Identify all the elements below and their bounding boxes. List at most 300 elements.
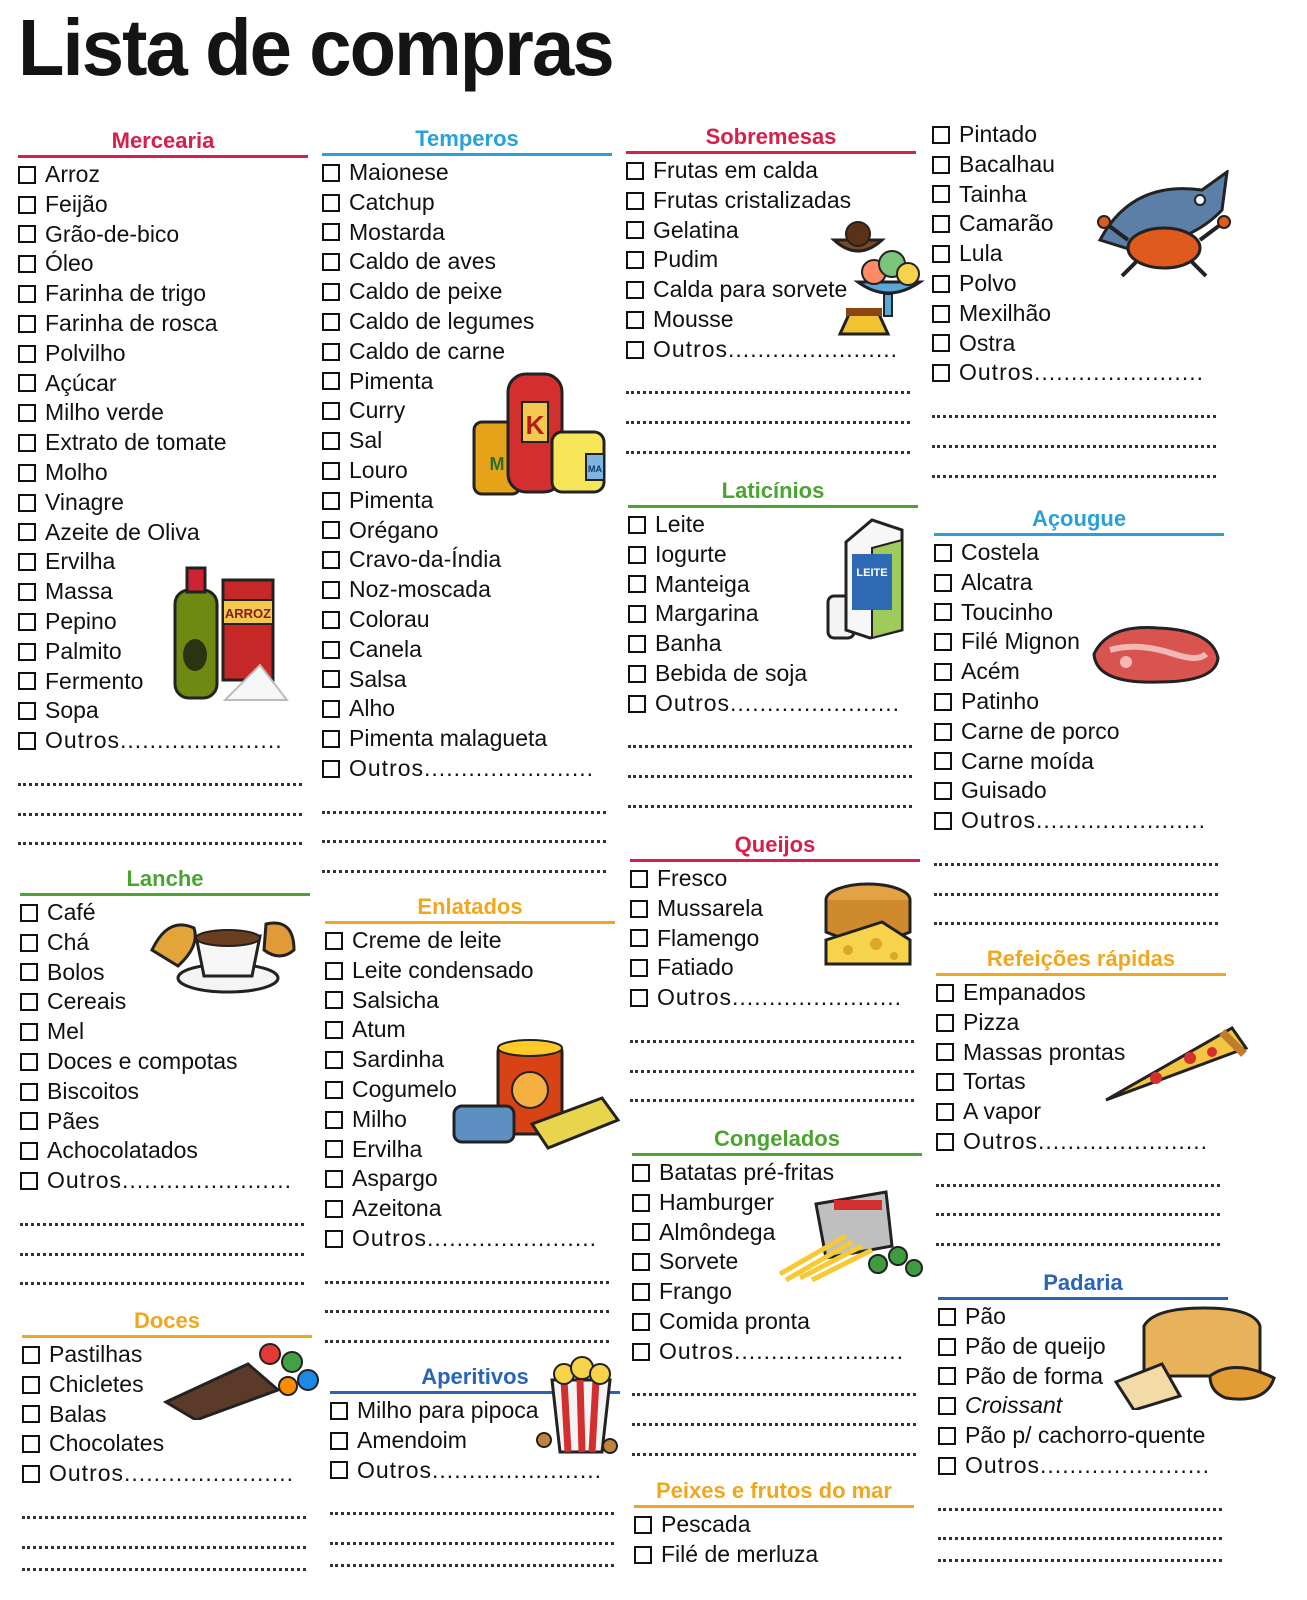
blank-line[interactable] <box>330 1485 614 1515</box>
list-item[interactable]: Outros....................... <box>932 358 1222 388</box>
checkbox[interactable] <box>934 782 952 800</box>
checkbox[interactable] <box>632 1194 650 1212</box>
checkbox[interactable] <box>322 730 340 748</box>
checkbox[interactable] <box>322 194 340 212</box>
blank-line[interactable] <box>20 1226 304 1256</box>
checkbox[interactable] <box>22 1435 40 1453</box>
list-item[interactable]: Catchup <box>322 188 612 218</box>
list-item[interactable]: Arroz <box>18 160 308 190</box>
checkbox[interactable] <box>18 374 36 392</box>
blank-line[interactable] <box>22 1489 306 1519</box>
checkbox[interactable] <box>936 1043 954 1061</box>
checkbox[interactable] <box>632 1223 650 1241</box>
list-item[interactable]: Calda para sorvete <box>626 275 916 305</box>
checkbox[interactable] <box>325 1200 343 1218</box>
checkbox[interactable] <box>22 1346 40 1364</box>
list-item[interactable]: Margarina <box>628 599 918 629</box>
checkbox[interactable] <box>18 464 36 482</box>
checkbox[interactable] <box>325 991 343 1009</box>
list-item[interactable]: Açúcar <box>18 369 308 399</box>
checkbox[interactable] <box>934 752 952 770</box>
checkbox[interactable] <box>626 311 644 329</box>
list-item[interactable]: Creme de leite <box>325 926 615 956</box>
blank-line[interactable] <box>322 814 606 844</box>
checkbox[interactable] <box>322 521 340 539</box>
list-item[interactable]: Noz-moscada <box>322 575 612 605</box>
list-item[interactable]: Curry <box>322 396 612 426</box>
checkbox[interactable] <box>938 1367 956 1385</box>
checkbox[interactable] <box>322 223 340 241</box>
checkbox[interactable] <box>322 611 340 629</box>
checkbox[interactable] <box>938 1308 956 1326</box>
list-item[interactable]: Vinagre <box>18 488 308 518</box>
list-item[interactable]: Massas prontas <box>936 1038 1226 1068</box>
list-item[interactable]: Fermento <box>18 667 308 697</box>
list-item[interactable]: Carne de porco <box>934 717 1224 747</box>
list-item[interactable]: Bebida de soja <box>628 659 918 689</box>
blank-line[interactable] <box>626 394 910 424</box>
list-item[interactable]: Extrato de tomate <box>18 428 308 458</box>
checkbox[interactable] <box>22 1465 40 1483</box>
list-item[interactable]: Banha <box>628 629 918 659</box>
blank-line[interactable] <box>628 778 912 808</box>
checkbox[interactable] <box>322 313 340 331</box>
list-item[interactable]: Colorau <box>322 605 612 635</box>
list-item[interactable]: Pepino <box>18 607 308 637</box>
checkbox[interactable] <box>628 695 646 713</box>
blank-line[interactable] <box>322 784 606 814</box>
list-item[interactable]: Maionese <box>322 158 612 188</box>
checkbox[interactable] <box>325 932 343 950</box>
checkbox[interactable] <box>18 255 36 273</box>
list-item[interactable]: Outros....................... <box>938 1451 1228 1481</box>
list-item[interactable]: Leite condensado <box>325 956 615 986</box>
list-item[interactable]: Camarão <box>932 209 1222 239</box>
list-item[interactable]: Salsa <box>322 665 612 695</box>
blank-line[interactable] <box>938 1511 1222 1541</box>
list-item[interactable]: Comida pronta <box>632 1307 922 1337</box>
checkbox[interactable] <box>322 760 340 778</box>
list-item[interactable]: Caldo de carne <box>322 337 612 367</box>
list-item[interactable]: Chocolates <box>22 1429 312 1459</box>
list-item[interactable]: Outros....................... <box>330 1456 620 1486</box>
blank-line[interactable] <box>936 1187 1220 1217</box>
blank-line[interactable] <box>325 1313 609 1343</box>
checkbox[interactable] <box>20 1053 38 1071</box>
checkbox[interactable] <box>936 1103 954 1121</box>
list-item[interactable]: Guisado <box>934 776 1224 806</box>
list-item[interactable]: Fresco <box>630 864 920 894</box>
checkbox[interactable] <box>18 315 36 333</box>
checkbox[interactable] <box>626 192 644 210</box>
list-item[interactable]: Mussarela <box>630 894 920 924</box>
list-item[interactable]: Pintado <box>932 120 1222 150</box>
list-item[interactable]: A vapor <box>936 1097 1226 1127</box>
checkbox[interactable] <box>322 581 340 599</box>
list-item[interactable]: Ostra <box>932 329 1222 359</box>
list-item[interactable]: Ervilha <box>18 547 308 577</box>
blank-line[interactable] <box>932 388 1216 418</box>
blank-line[interactable] <box>20 1256 304 1286</box>
list-item[interactable]: Bolos <box>20 958 310 988</box>
list-item[interactable]: Frango <box>632 1277 922 1307</box>
blank-line[interactable] <box>934 896 1218 926</box>
checkbox[interactable] <box>20 904 38 922</box>
list-item[interactable]: Sal <box>322 426 612 456</box>
checkbox[interactable] <box>626 341 644 359</box>
list-item[interactable]: Pimenta <box>322 486 612 516</box>
checkbox[interactable] <box>932 245 950 263</box>
list-item[interactable]: Outros....................... <box>20 1166 310 1196</box>
list-item[interactable]: Amendoim <box>330 1426 620 1456</box>
list-item[interactable]: Carne moída <box>934 747 1224 777</box>
list-item[interactable]: Pão <box>938 1302 1228 1332</box>
checkbox[interactable] <box>634 1546 652 1564</box>
blank-line[interactable] <box>22 1549 306 1571</box>
list-item[interactable]: Patinho <box>934 687 1224 717</box>
list-item[interactable]: Farinha de trigo <box>18 279 308 309</box>
checkbox[interactable] <box>628 516 646 534</box>
checkbox[interactable] <box>20 1023 38 1041</box>
list-item[interactable]: Outros....................... <box>325 1224 615 1254</box>
list-item[interactable]: Louro <box>322 456 612 486</box>
blank-line[interactable] <box>632 1367 916 1397</box>
checkbox[interactable] <box>330 1402 348 1420</box>
blank-line[interactable] <box>628 719 912 749</box>
checkbox[interactable] <box>330 1461 348 1479</box>
checkbox[interactable] <box>934 663 952 681</box>
checkbox[interactable] <box>626 281 644 299</box>
list-item[interactable]: Sorvete <box>632 1247 922 1277</box>
list-item[interactable]: Milho <box>325 1105 615 1135</box>
checkbox[interactable] <box>22 1405 40 1423</box>
blank-line[interactable] <box>932 448 1216 478</box>
list-item[interactable]: Manteiga <box>628 570 918 600</box>
checkbox[interactable] <box>330 1432 348 1450</box>
checkbox[interactable] <box>322 372 340 390</box>
checkbox[interactable] <box>322 253 340 271</box>
blank-line[interactable] <box>20 1196 304 1226</box>
blank-line[interactable] <box>628 748 912 778</box>
list-item[interactable]: Feijão <box>18 190 308 220</box>
blank-line[interactable] <box>18 816 302 846</box>
checkbox[interactable] <box>18 285 36 303</box>
blank-line[interactable] <box>18 786 302 816</box>
checkbox[interactable] <box>325 962 343 980</box>
checkbox[interactable] <box>18 523 36 541</box>
list-item[interactable]: Massa <box>18 577 308 607</box>
blank-line[interactable] <box>630 1013 914 1043</box>
checkbox[interactable] <box>932 334 950 352</box>
list-item[interactable]: Pão de queijo <box>938 1332 1228 1362</box>
blank-line[interactable] <box>325 1254 609 1284</box>
list-item[interactable]: Outros....................... <box>22 1459 312 1489</box>
checkbox[interactable] <box>630 959 648 977</box>
blank-line[interactable] <box>632 1426 916 1456</box>
checkbox[interactable] <box>936 1133 954 1151</box>
checkbox[interactable] <box>18 702 36 720</box>
blank-line[interactable] <box>934 866 1218 896</box>
list-item[interactable]: Outros....................... <box>936 1127 1226 1157</box>
checkbox[interactable] <box>322 283 340 301</box>
list-item[interactable]: Frutas cristalizadas <box>626 186 916 216</box>
checkbox[interactable] <box>934 544 952 562</box>
list-item[interactable]: Polvo <box>932 269 1222 299</box>
checkbox[interactable] <box>934 723 952 741</box>
list-item[interactable]: Polvilho <box>18 339 308 369</box>
list-item[interactable]: Ervilha <box>325 1135 615 1165</box>
list-item[interactable]: Cravo-da-Índia <box>322 545 612 575</box>
list-item[interactable]: Farinha de rosca <box>18 309 308 339</box>
checkbox[interactable] <box>322 551 340 569</box>
checkbox[interactable] <box>325 1081 343 1099</box>
list-item[interactable]: Cogumelo <box>325 1075 615 1105</box>
blank-line[interactable] <box>630 1043 914 1073</box>
checkbox[interactable] <box>632 1253 650 1271</box>
checkbox[interactable] <box>18 494 36 512</box>
blank-line[interactable] <box>325 1284 609 1314</box>
list-item[interactable]: Pão p/ cachorro-quente <box>938 1421 1228 1451</box>
checkbox[interactable] <box>18 613 36 631</box>
list-item[interactable]: Fatiado <box>630 953 920 983</box>
list-item[interactable]: Outros....................... <box>630 983 920 1013</box>
list-item[interactable]: Sopa <box>18 696 308 726</box>
checkbox[interactable] <box>634 1516 652 1534</box>
list-item[interactable]: Tainha <box>932 180 1222 210</box>
blank-line[interactable] <box>626 365 910 395</box>
checkbox[interactable] <box>932 156 950 174</box>
list-item[interactable]: Empanados <box>936 978 1226 1008</box>
list-item[interactable]: Pudim <box>626 245 916 275</box>
checkbox[interactable] <box>628 575 646 593</box>
checkbox[interactable] <box>626 221 644 239</box>
list-item[interactable]: Chicletes <box>22 1370 312 1400</box>
list-item[interactable]: Canela <box>322 635 612 665</box>
list-item[interactable]: Palmito <box>18 637 308 667</box>
list-item[interactable]: Costela <box>934 538 1224 568</box>
list-item[interactable]: Mexilhão <box>932 299 1222 329</box>
list-item[interactable]: Bacalhau <box>932 150 1222 180</box>
checkbox[interactable] <box>18 732 36 750</box>
checkbox[interactable] <box>630 989 648 1007</box>
checkbox[interactable] <box>322 700 340 718</box>
list-item[interactable]: Pescada <box>634 1510 914 1540</box>
list-item[interactable]: Frutas em calda <box>626 156 916 186</box>
list-item[interactable]: Pimenta malagueta <box>322 724 612 754</box>
checkbox[interactable] <box>630 900 648 918</box>
checkbox[interactable] <box>630 929 648 947</box>
blank-line[interactable] <box>330 1545 614 1567</box>
checkbox[interactable] <box>932 215 950 233</box>
checkbox[interactable] <box>18 583 36 601</box>
checkbox[interactable] <box>934 603 952 621</box>
list-item[interactable]: Pastilhas <box>22 1340 312 1370</box>
checkbox[interactable] <box>628 605 646 623</box>
list-item[interactable]: Almôndega <box>632 1218 922 1248</box>
blank-line[interactable] <box>632 1396 916 1426</box>
blank-line[interactable] <box>938 1540 1222 1562</box>
list-item[interactable]: Flamengo <box>630 924 920 954</box>
checkbox[interactable] <box>325 1230 343 1248</box>
checkbox[interactable] <box>934 633 952 651</box>
checkbox[interactable] <box>20 1112 38 1130</box>
checkbox[interactable] <box>20 1142 38 1160</box>
checkbox[interactable] <box>18 672 36 690</box>
checkbox[interactable] <box>20 963 38 981</box>
list-item[interactable]: Iogurte <box>628 540 918 570</box>
list-item[interactable]: Tortas <box>936 1067 1226 1097</box>
checkbox[interactable] <box>325 1051 343 1069</box>
list-item[interactable]: Pão de forma <box>938 1362 1228 1392</box>
checkbox[interactable] <box>628 635 646 653</box>
checkbox[interactable] <box>626 162 644 180</box>
checkbox[interactable] <box>20 1083 38 1101</box>
list-item[interactable]: Croissant <box>938 1391 1228 1421</box>
blank-line[interactable] <box>936 1216 1220 1246</box>
blank-line[interactable] <box>934 836 1218 866</box>
list-item[interactable]: Filé de merluza <box>634 1540 914 1570</box>
checkbox[interactable] <box>20 934 38 952</box>
list-item[interactable]: Sardinha <box>325 1045 615 1075</box>
checkbox[interactable] <box>325 1170 343 1188</box>
blank-line[interactable] <box>936 1157 1220 1187</box>
checkbox[interactable] <box>322 164 340 182</box>
list-item[interactable]: Achocolatados <box>20 1136 310 1166</box>
checkbox[interactable] <box>325 1111 343 1129</box>
list-item[interactable]: Milho para pipoca <box>330 1396 620 1426</box>
list-item[interactable]: Alcatra <box>934 568 1224 598</box>
blank-line[interactable] <box>932 418 1216 448</box>
checkbox[interactable] <box>325 1021 343 1039</box>
list-item[interactable]: Cereais <box>20 987 310 1017</box>
checkbox[interactable] <box>325 1140 343 1158</box>
list-item[interactable]: Alho <box>322 694 612 724</box>
list-item[interactable]: Pizza <box>936 1008 1226 1038</box>
list-item[interactable]: Gelatina <box>626 216 916 246</box>
list-item[interactable]: Chá <box>20 928 310 958</box>
list-item[interactable]: Acém <box>934 657 1224 687</box>
list-item[interactable]: Balas <box>22 1400 312 1430</box>
blank-line[interactable] <box>626 424 910 454</box>
list-item[interactable]: Outros....................... <box>626 335 916 365</box>
list-item[interactable]: Mostarda <box>322 218 612 248</box>
list-item[interactable]: Outros....................... <box>628 689 918 719</box>
checkbox[interactable] <box>322 402 340 420</box>
list-item[interactable]: Biscoitos <box>20 1077 310 1107</box>
list-item[interactable]: Grão-de-bico <box>18 220 308 250</box>
list-item[interactable]: Pimenta <box>322 367 612 397</box>
checkbox[interactable] <box>938 1338 956 1356</box>
list-item[interactable]: Mousse <box>626 305 916 335</box>
checkbox[interactable] <box>936 1073 954 1091</box>
checkbox[interactable] <box>322 492 340 510</box>
blank-line[interactable] <box>18 756 302 786</box>
checkbox[interactable] <box>322 343 340 361</box>
checkbox[interactable] <box>938 1427 956 1445</box>
checkbox[interactable] <box>18 553 36 571</box>
checkbox[interactable] <box>18 166 36 184</box>
checkbox[interactable] <box>932 364 950 382</box>
checkbox[interactable] <box>322 670 340 688</box>
checkbox[interactable] <box>630 870 648 888</box>
list-item[interactable]: Batatas pré-fritas <box>632 1158 922 1188</box>
list-item[interactable]: Outros....................... <box>934 806 1224 836</box>
list-item[interactable]: Caldo de peixe <box>322 277 612 307</box>
checkbox[interactable] <box>322 641 340 659</box>
list-item[interactable]: Atum <box>325 1015 615 1045</box>
checkbox[interactable] <box>934 574 952 592</box>
checkbox[interactable] <box>322 432 340 450</box>
blank-line[interactable] <box>22 1519 306 1549</box>
checkbox[interactable] <box>20 1172 38 1190</box>
list-item[interactable]: Doces e compotas <box>20 1047 310 1077</box>
list-item[interactable]: Pães <box>20 1107 310 1137</box>
list-item[interactable]: Filé Mignon <box>934 627 1224 657</box>
blank-line[interactable] <box>630 1073 914 1103</box>
checkbox[interactable] <box>936 984 954 1002</box>
checkbox[interactable] <box>632 1313 650 1331</box>
list-item[interactable]: Azeite de Oliva <box>18 518 308 548</box>
checkbox[interactable] <box>936 1014 954 1032</box>
checkbox[interactable] <box>18 225 36 243</box>
checkbox[interactable] <box>632 1164 650 1182</box>
checkbox[interactable] <box>934 693 952 711</box>
checkbox[interactable] <box>932 185 950 203</box>
blank-line[interactable] <box>322 843 606 873</box>
list-item[interactable]: Caldo de legumes <box>322 307 612 337</box>
list-item[interactable]: Lula <box>932 239 1222 269</box>
checkbox[interactable] <box>938 1457 956 1475</box>
checkbox[interactable] <box>18 196 36 214</box>
checkbox[interactable] <box>632 1343 650 1361</box>
checkbox[interactable] <box>18 643 36 661</box>
checkbox[interactable] <box>932 305 950 323</box>
checkbox[interactable] <box>20 993 38 1011</box>
checkbox[interactable] <box>626 251 644 269</box>
list-item[interactable]: Azeitona <box>325 1194 615 1224</box>
checkbox[interactable] <box>18 345 36 363</box>
list-item[interactable]: Outros....................... <box>632 1337 922 1367</box>
list-item[interactable]: Salsicha <box>325 986 615 1016</box>
list-item[interactable]: Óleo <box>18 249 308 279</box>
checkbox[interactable] <box>22 1376 40 1394</box>
list-item[interactable]: Outros....................... <box>322 754 612 784</box>
list-item[interactable]: Milho verde <box>18 398 308 428</box>
checkbox[interactable] <box>932 126 950 144</box>
list-item[interactable]: Leite <box>628 510 918 540</box>
checkbox[interactable] <box>632 1283 650 1301</box>
list-item[interactable]: Molho <box>18 458 308 488</box>
list-item[interactable]: Mel <box>20 1017 310 1047</box>
checkbox[interactable] <box>628 546 646 564</box>
checkbox[interactable] <box>18 434 36 452</box>
list-item[interactable]: Hamburger <box>632 1188 922 1218</box>
checkbox[interactable] <box>938 1397 956 1415</box>
blank-line[interactable] <box>938 1481 1222 1511</box>
checkbox[interactable] <box>322 462 340 480</box>
list-item[interactable]: Aspargo <box>325 1164 615 1194</box>
list-item[interactable]: Caldo de aves <box>322 247 612 277</box>
checkbox[interactable] <box>18 404 36 422</box>
blank-line[interactable] <box>330 1515 614 1545</box>
checkbox[interactable] <box>932 275 950 293</box>
list-item[interactable]: Outros...................... <box>18 726 308 756</box>
list-item[interactable]: Café <box>20 898 310 928</box>
list-item[interactable]: Toucinho <box>934 598 1224 628</box>
checkbox[interactable] <box>934 812 952 830</box>
checkbox[interactable] <box>628 665 646 683</box>
list-item[interactable]: Orégano <box>322 516 612 546</box>
